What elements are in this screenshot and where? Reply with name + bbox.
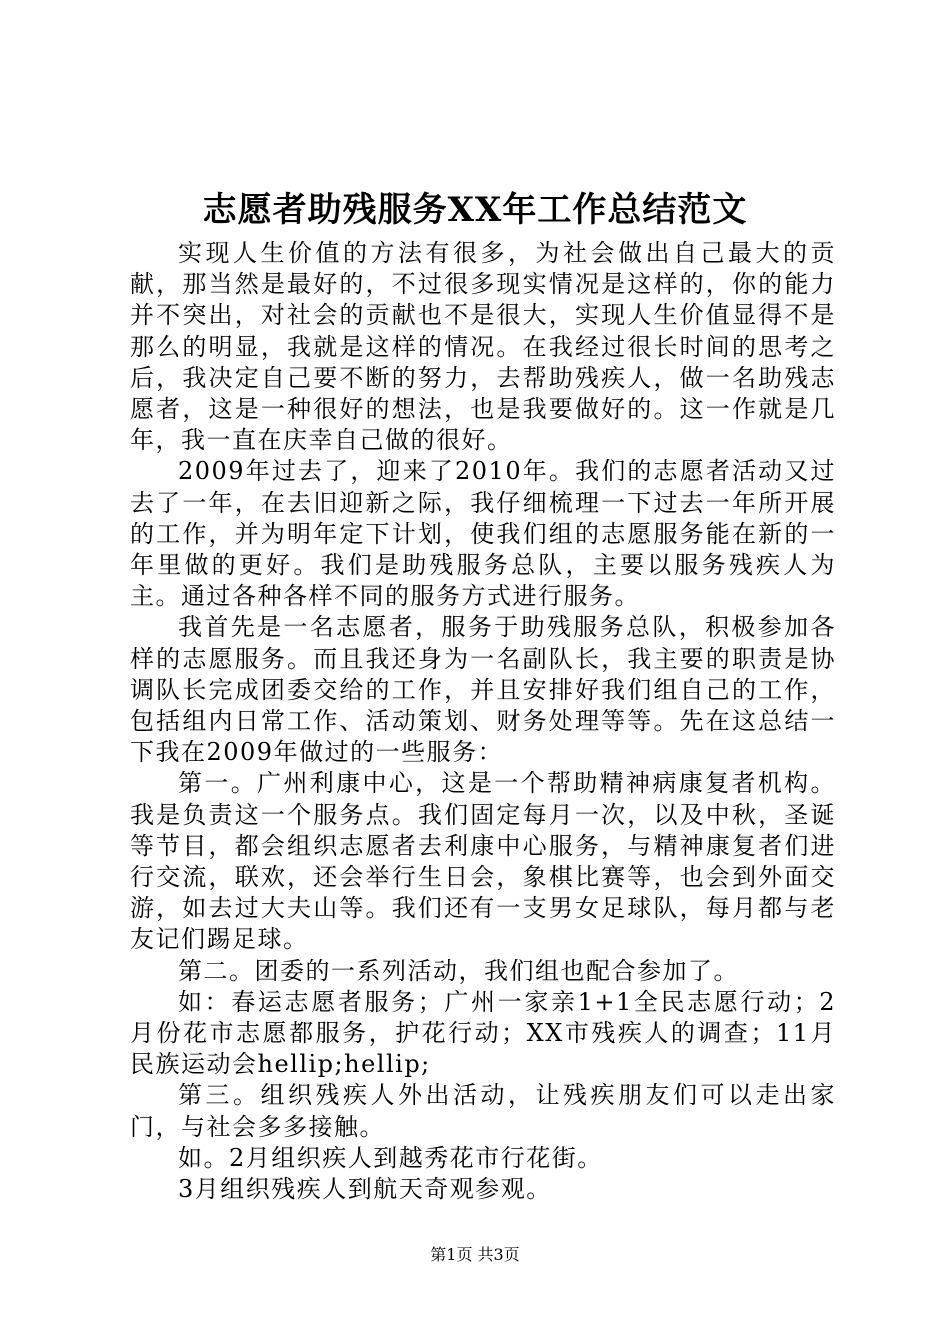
paragraph-6: 如：春运志愿者服务；广州一家亲1+1全民志愿行动；2月份花市志愿都服务，护花行动；XX市残疾人的调查；11月民族运动会hellip;hellip; bbox=[130, 987, 836, 1079]
paragraph-3: 我首先是一名志愿者，服务于助残服务总队，积极参加各样的志愿服务。而且我还身为一名副队长，我主要的职责是协调队长完成团委交给的工作，并且安排好我们组自己的工作，包括组内日常工作、活动策划、财务处理等等。先在这总结一下我在2009年做过的一些服务： bbox=[130, 613, 836, 767]
page-footer: 第1页 共3页 bbox=[430, 1245, 520, 1264]
paragraph-1: 实现人生价值的方法有很多，为社会做出自己最大的贡献，那当然是最好的，不过很多现实情况是这样的，你的能力并不突出，对社会的贡献也不是很大，实现人生价值显得不是那么的明显，我就是这样的情况。在我经过很长时间的思考之后，我决定自己要不断的努力，去帮助残疾人，做一名助残志愿者，这是一种很好的想法，也是我要做好的。这一作就是几年，我一直在庆幸自己做的很好。 bbox=[130, 239, 836, 455]
document-body bbox=[130, 238, 836, 1205]
paragraph-2: 2009年过去了，迎来了2010年。我们的志愿者活动又过去了一年，在去旧迎新之际，我仔细梳理一下过去一年所开展的工作，并为明年定下计划，使我们组的志愿服务能在新的一年里做的更好。我们是助残服务总队，主要以服务残疾人为主。通过各种各样不同的服务方式进行服务。 bbox=[130, 457, 836, 611]
paragraph-9: 3月组织残疾人到航天奇观参观。 bbox=[178, 1175, 552, 1204]
paragraph-4: 第一。广州利康中心，这是一个帮助精神病康复者机构。我是负责这一个服务点。我们固定每月一次，以及中秋，圣诞等节目，都会组织志愿者去利康中心服务，与精神康复者们进行交流，联欢，还会举行生日会，象棋比赛等，也会到外面交游，如去过大夫山等。我们还有一支男女足球队，每月都与老友记们踢足球。 bbox=[130, 769, 836, 954]
paragraph-8: 如。2月组织疾人到越秀花市行花街。 bbox=[178, 1143, 603, 1172]
paragraph-7: 第三。组织残疾人外出活动，让残疾朋友们可以走出家门，与社会多多接触。 bbox=[130, 1081, 836, 1141]
paragraph-5: 第二。团委的一系列活动，我们组也配合参加了。 bbox=[178, 956, 739, 985]
document-title: 志愿者助残服务XX年工作总结范文 bbox=[202, 190, 748, 230]
